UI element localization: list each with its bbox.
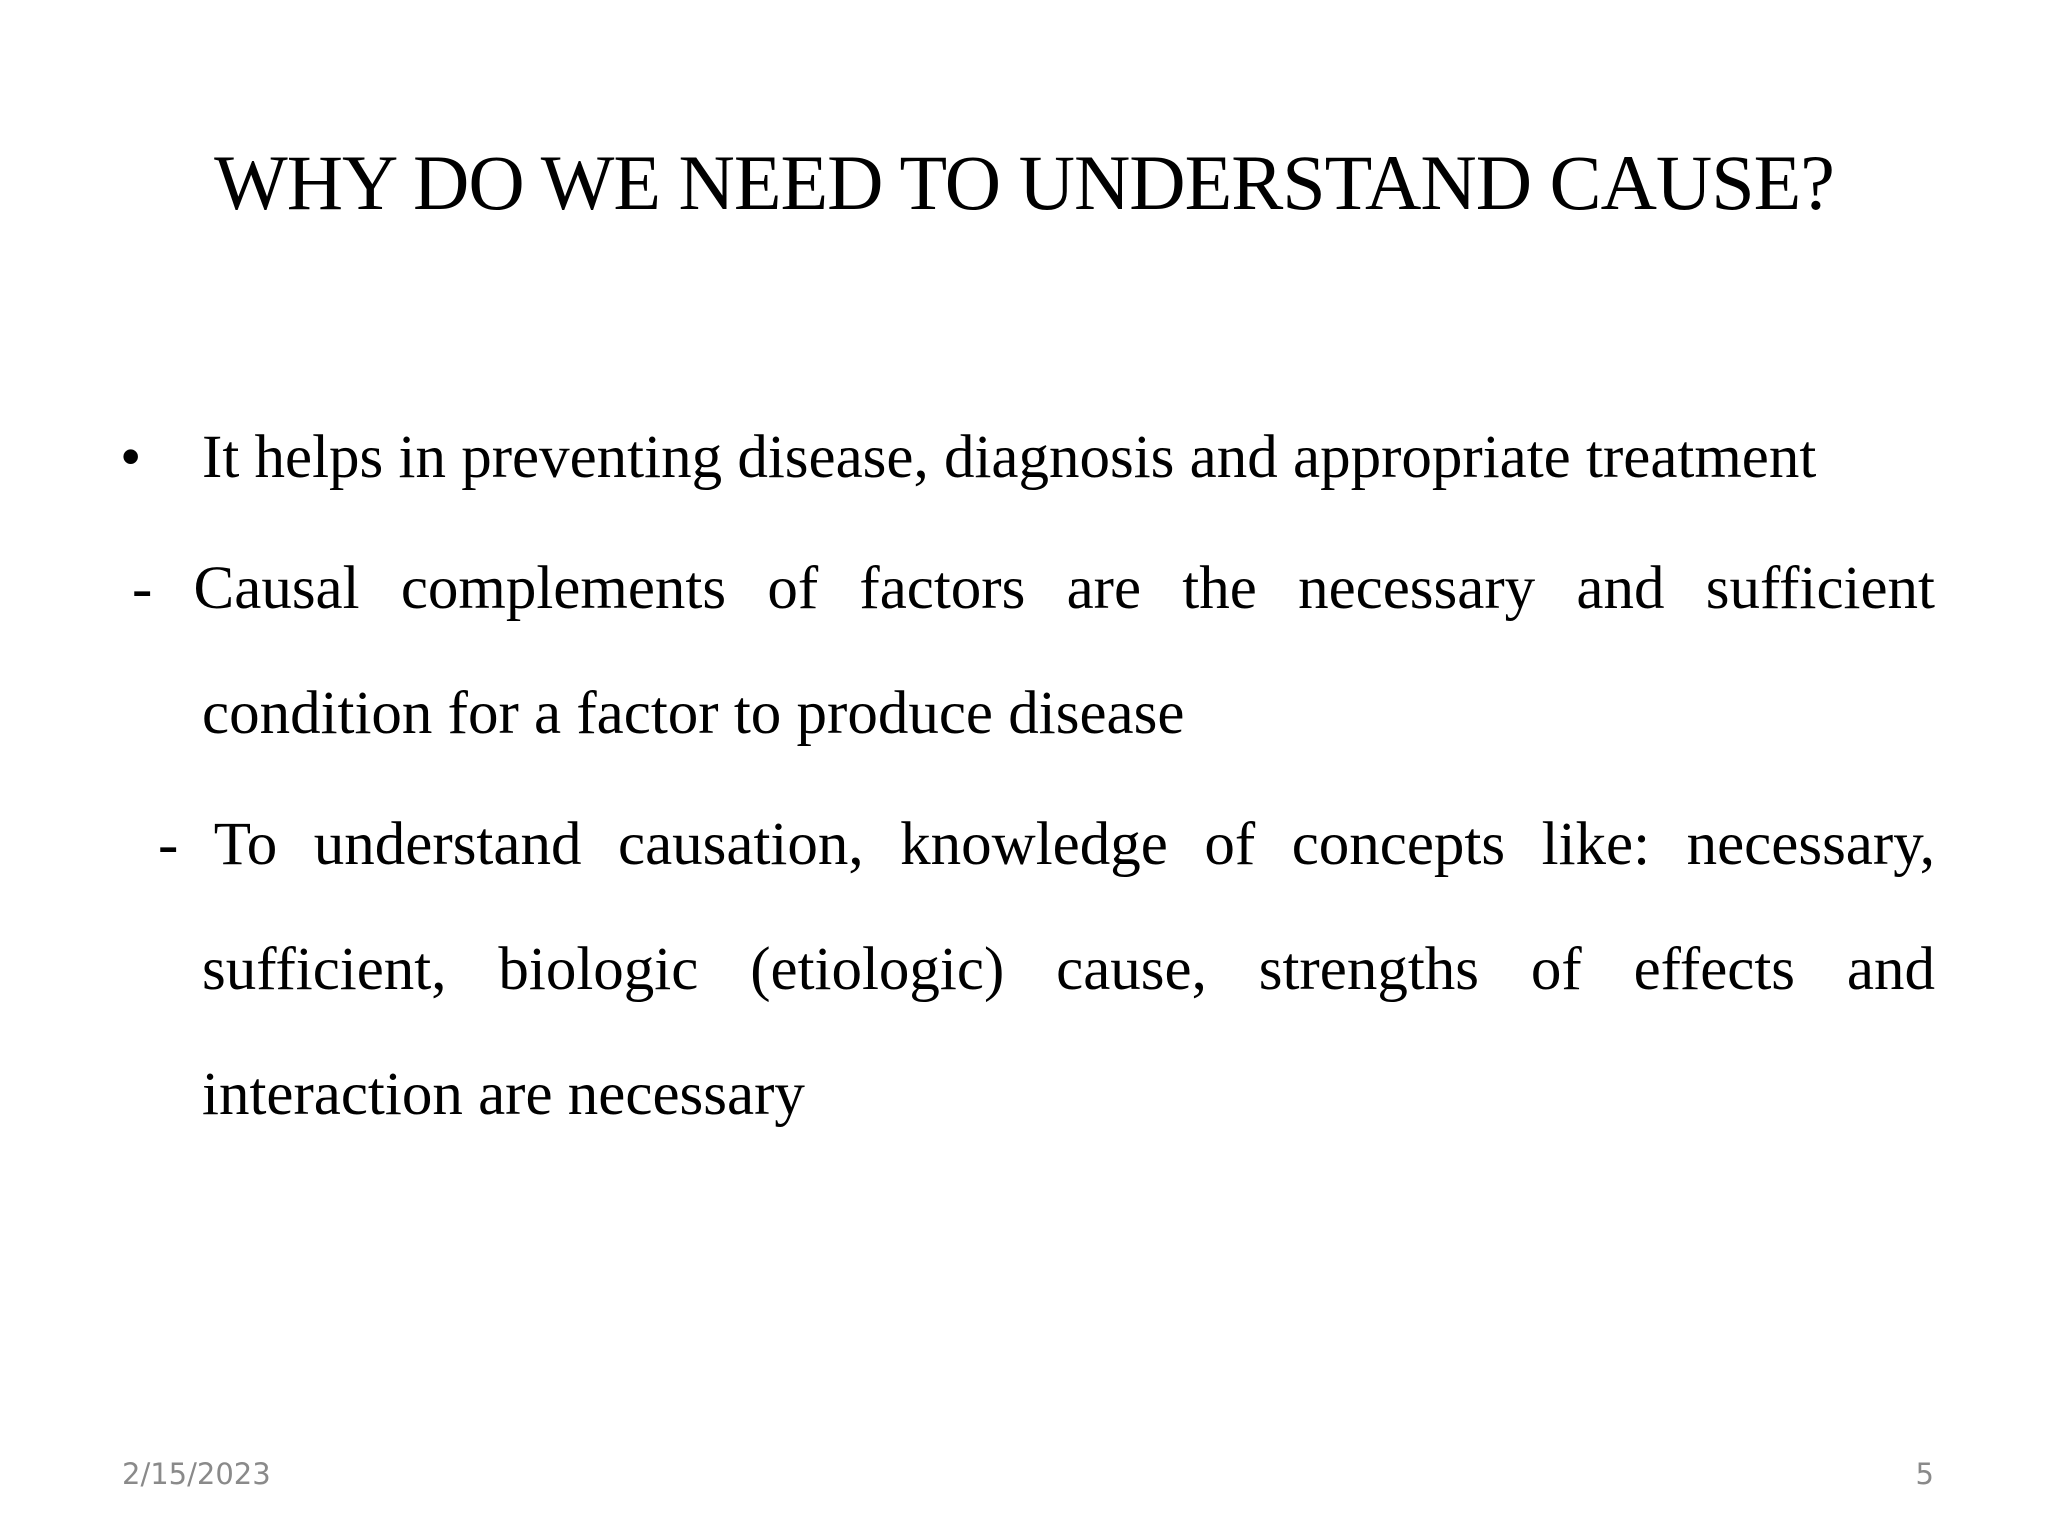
bullet-icon: • <box>120 424 142 491</box>
bullet-point-1-text: It helps in preventing disease, diagnosis and appropriate treatment <box>202 424 1817 491</box>
slide-body <box>120 395 1935 1157</box>
footer-page-number: 5 <box>1915 1457 1934 1491</box>
footer-date: 2/15/2023 <box>122 1457 271 1491</box>
slide-title: WHY DO WE NEED TO UNDERSTAND CAUSE? <box>214 139 1834 226</box>
sub-point-2: - To understand causation, knowledge of concepts like: necessary, sufficient, biologic (etiologic) cause, strengths of effects and interaction are necessary <box>158 811 1935 1128</box>
sub-point-1: - Causal complements of factors are the necessary and sufficient condition for a factor to produce disease <box>132 555 1935 747</box>
bullet-point-1 <box>120 395 1935 520</box>
